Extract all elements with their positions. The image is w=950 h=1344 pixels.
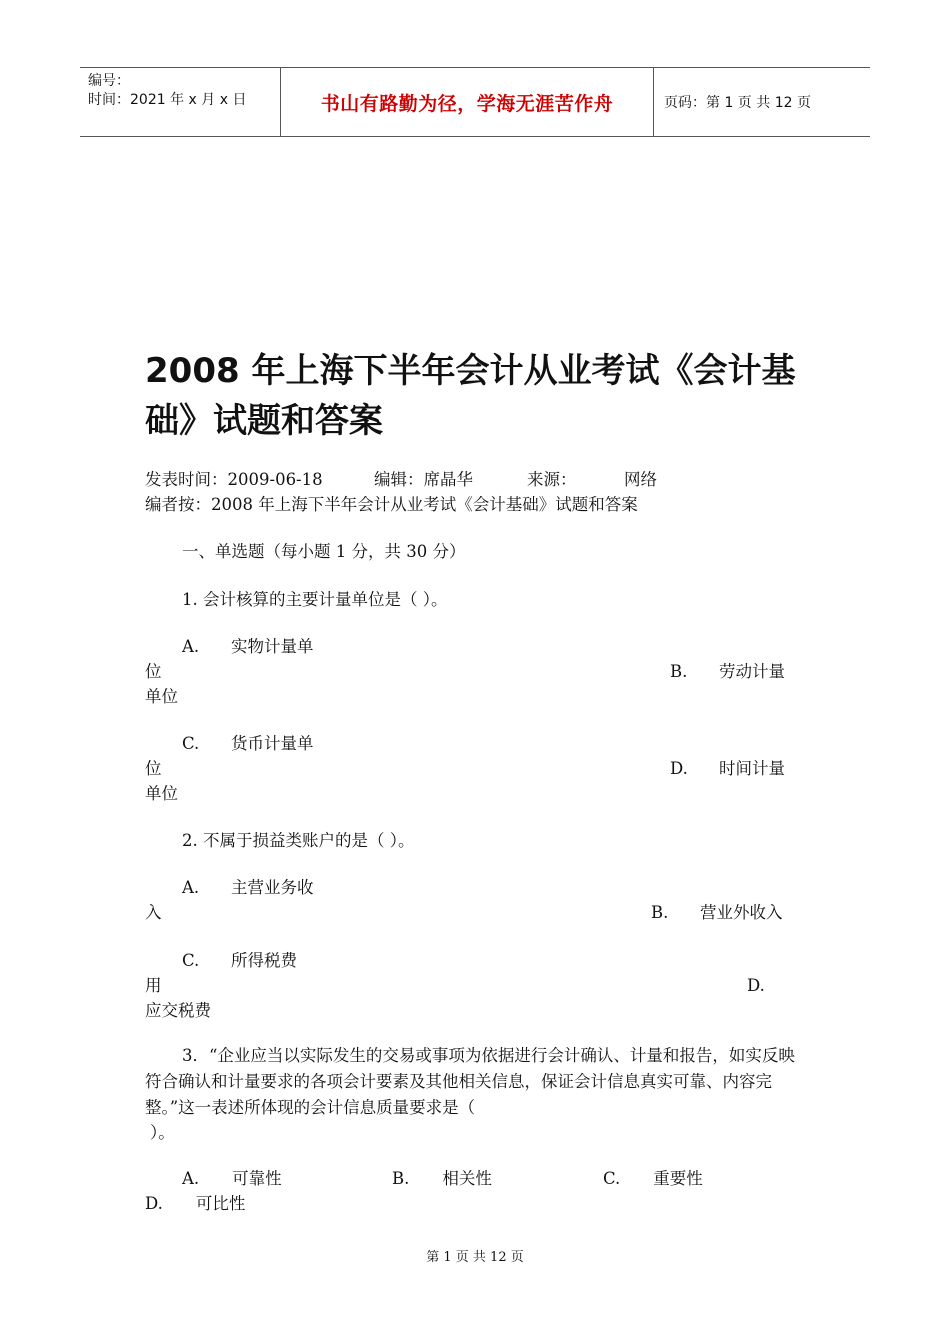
header-info-cell: [80, 68, 281, 136]
q1-option-d-text: 时间计量: [719, 759, 785, 778]
q1-option-c-prefix: C.: [182, 734, 200, 753]
question-2-stem: 2. 不属于损益类账户的是（ ）。: [182, 831, 415, 850]
document-title: 2008 年上海下半年会计从业考试《会计基础》试题和答案: [145, 351, 796, 441]
q1-option-d-text-cont: 单位: [145, 784, 178, 803]
q2-option-b-text: 营业外收入: [700, 903, 783, 922]
source-value: 网络: [624, 470, 657, 489]
q1-option-a-text: 实物计量单: [231, 637, 314, 656]
document-time-label: 时间：2021 年 x 月 x 日: [88, 92, 247, 108]
q3-option-d: D. 可比性: [145, 1194, 246, 1213]
publish-time: 发表时间：2009-06-18: [145, 470, 323, 489]
page-footer: 第 1 页 共 12 页: [426, 1250, 524, 1265]
editor: 编辑：席晶华: [374, 470, 473, 489]
q1-option-b-text-cont: 单位: [145, 687, 178, 706]
q2-option-b-prefix: B.: [651, 903, 669, 922]
q1-option-d-prefix: D.: [670, 759, 688, 778]
q1-option-c-text-cont: 位: [145, 759, 162, 778]
q1-option-a-text-cont: 位: [145, 662, 162, 681]
q2-option-d-prefix: D.: [747, 976, 765, 995]
document-number-label: 编号：: [88, 73, 130, 89]
q3-option-c: C. 重要性: [603, 1169, 703, 1188]
q2-option-a-prefix: A.: [182, 878, 200, 897]
q1-option-a-prefix: A.: [182, 637, 200, 656]
header-table: [80, 67, 870, 137]
q1-option-b-text: 劳动计量: [719, 662, 785, 681]
section-heading: 一、单选题（每小题 1 分，共 30 分）: [182, 542, 466, 561]
q2-option-a-text-cont: 入: [145, 903, 162, 922]
question-3-stem: 3．“企业应当以实际发生的交易或事项为依据进行会计确认、计量和报告，如实反映符合确认和计量要求的各项会计要素及其他相关信息，保证会计信息真实可靠、内容完整。”这一表述所体现的会计信息质量要求是（: [145, 1046, 795, 1117]
header-page-info: 页码：第 1 页 共 12 页: [664, 95, 811, 111]
q2-option-d-text: 应交税费: [145, 1001, 211, 1020]
q1-option-c-text: 货币计量单: [231, 734, 314, 753]
editor-note: 编者按：2008 年上海下半年会计从业考试《会计基础》试题和答案: [145, 495, 638, 514]
q2-option-c-text: 所得税费: [231, 951, 297, 970]
question-1-stem: 1. 会计核算的主要计量单位是（ ）。: [182, 590, 448, 609]
q2-option-c-text-cont: 用: [145, 976, 162, 995]
source-label: 来源：: [527, 470, 577, 489]
q3-option-a: A. 可靠性: [182, 1169, 282, 1188]
q2-option-c-prefix: C.: [182, 951, 200, 970]
q3-option-b: B. 相关性: [392, 1169, 492, 1188]
header-motto: 书山有路勤为径，学海无涯苦作舟: [281, 68, 654, 136]
q2-option-a-text: 主营业务收: [231, 878, 314, 897]
q1-option-b-prefix: B.: [670, 662, 688, 681]
question-3-stem-end: ）。: [150, 1123, 175, 1142]
